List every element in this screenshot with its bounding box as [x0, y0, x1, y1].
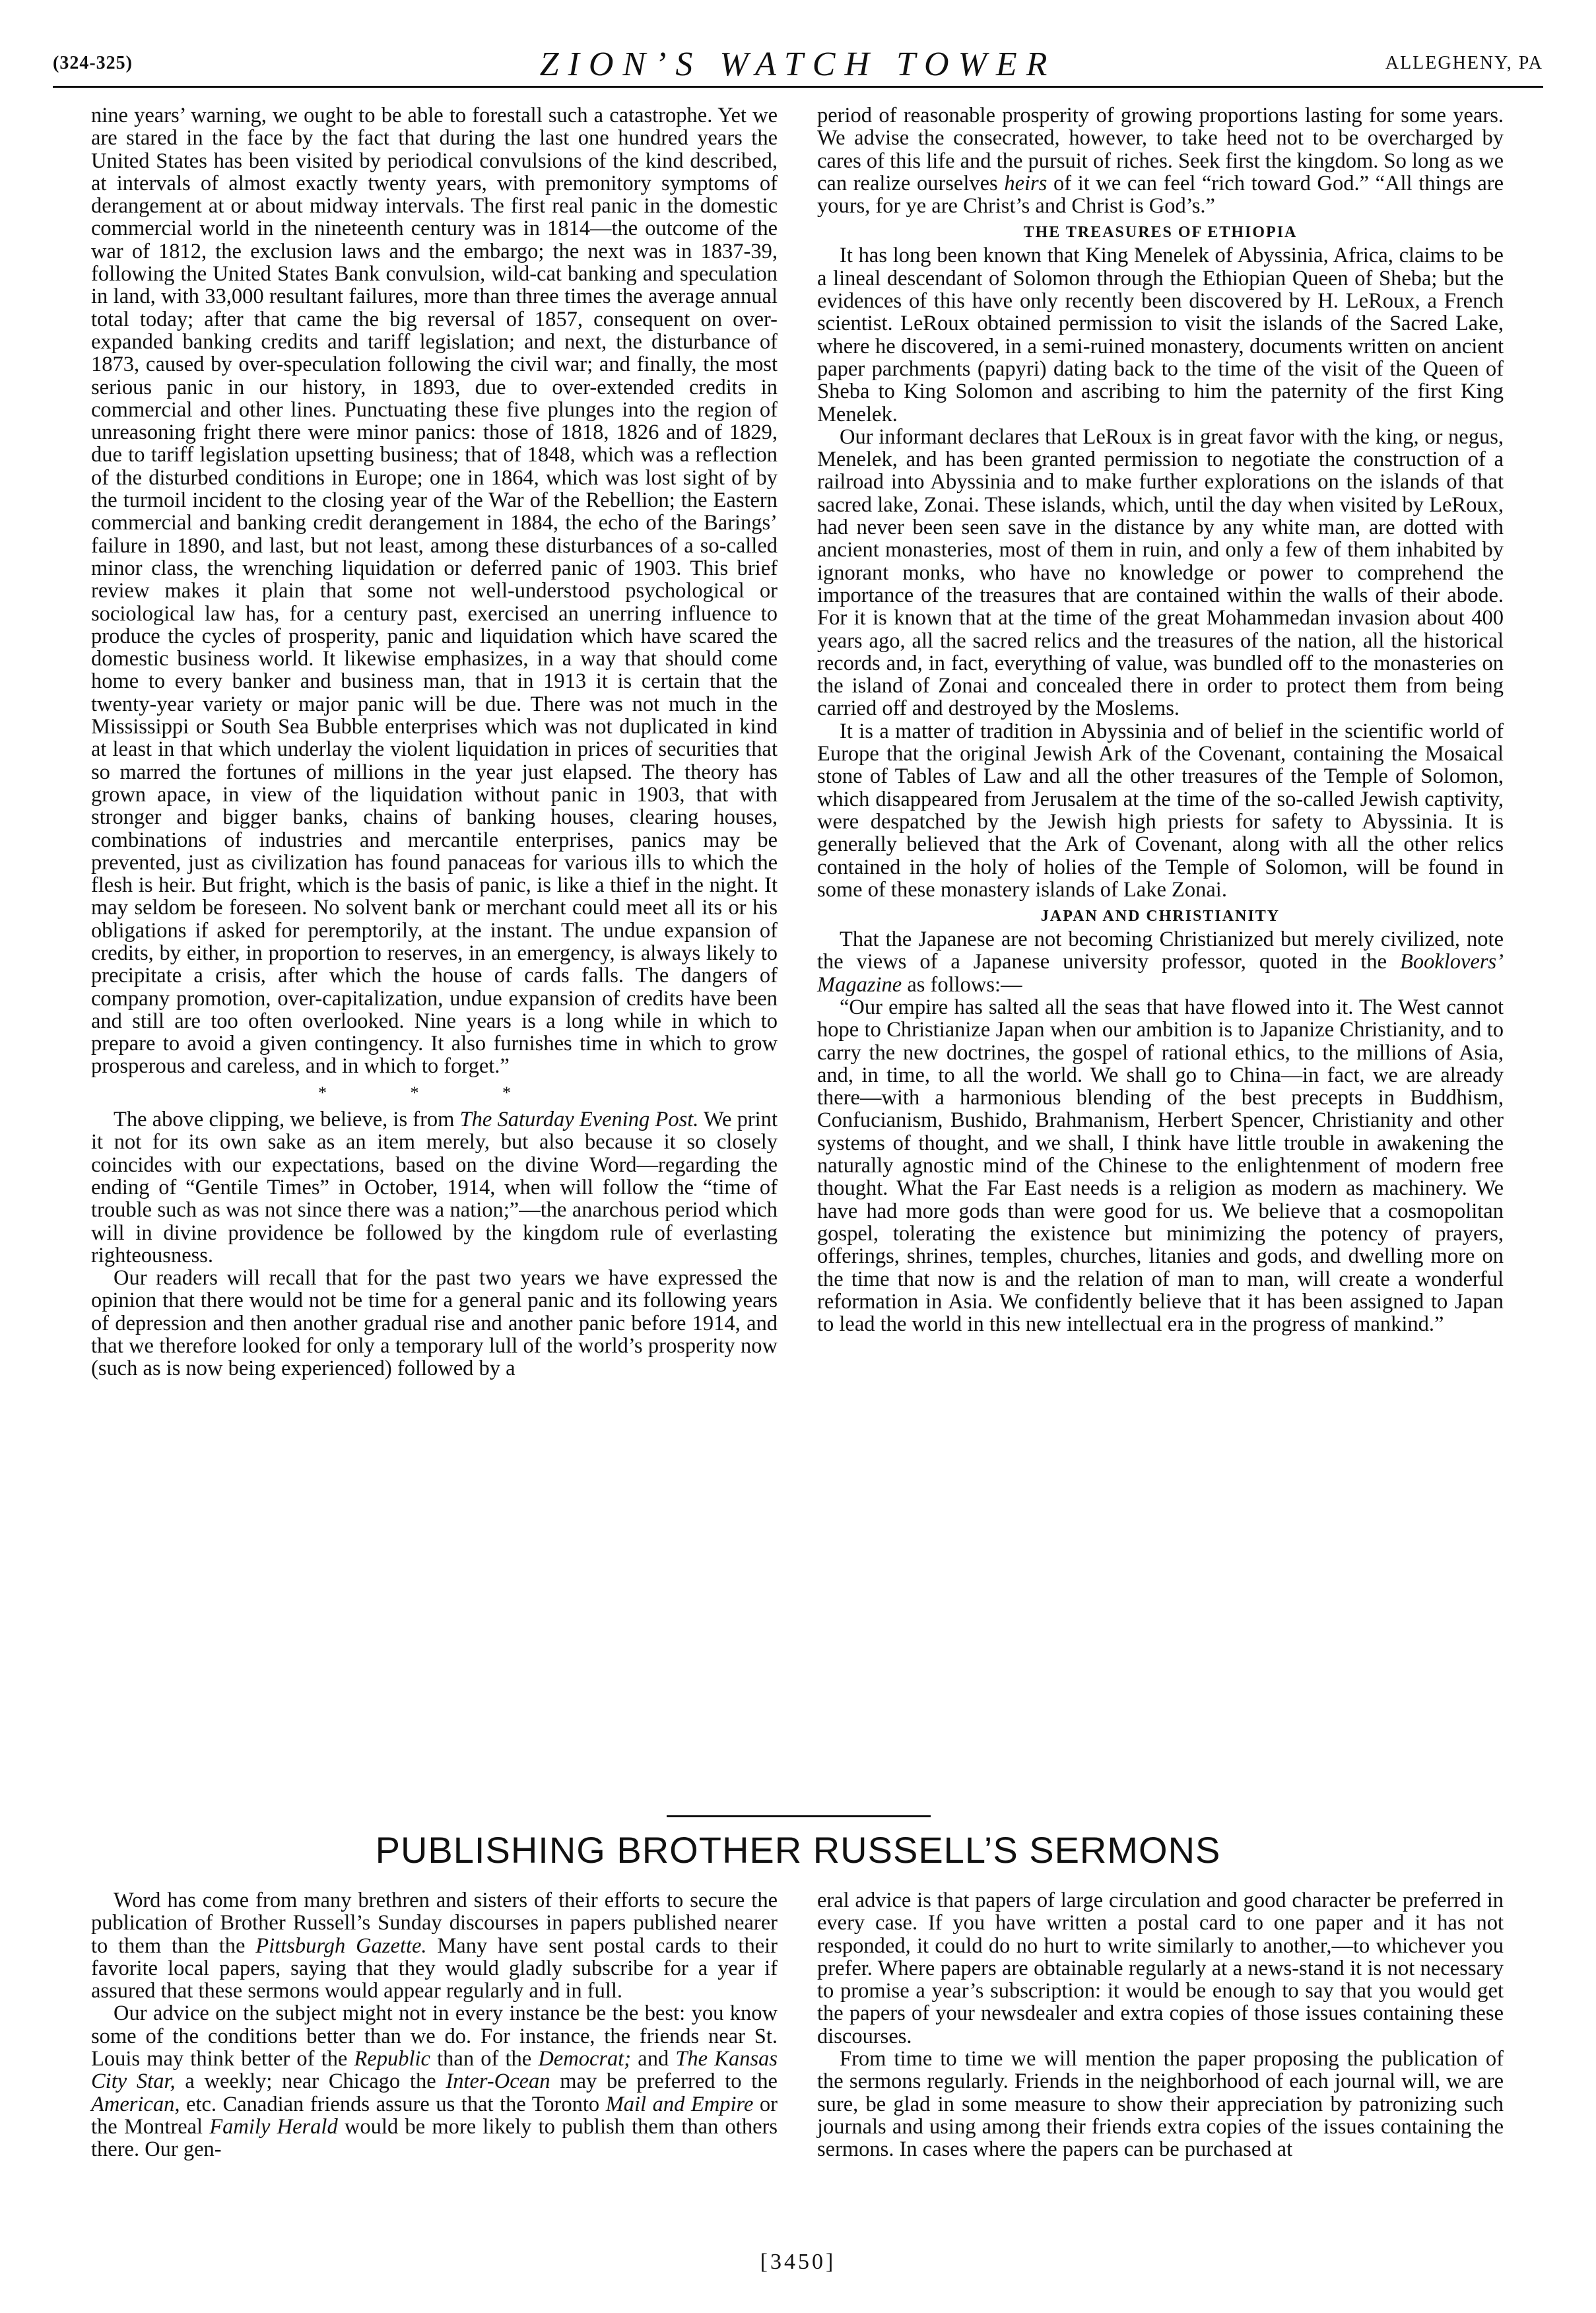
publication-name: The Kansas City Star,	[91, 2047, 778, 2094]
paragraph: “Our empire has salted all the seas that have flowed into it. The West cannot hope to Christianize Japan when our ambition is to Japanize Christianity, and to carry the new doctrines, the gospel of rational ethics, to the millions of Asia, and, in time, to all the world. We shall go to China—in fact, we are already there—with a harmonious blending of the best precepts in Buddhism, Confucianism, Bushido, Brahmanism, Herbert Spencer, Christianity and other systems of thought, and we shall, I think have little trouble in awakening the naturally agnostic mind of the Chinese to the enlightenment of modern free thought. What the Far East needs is a religion as modern as machinery. We have had more gods than were good for us. We believe that a cosmopolitan gospel, tolerating the existence but minimizing the potency of prayers, offerings, shrines, temples, churches, litanies and gods, and dwelling more on the time that now is and the relation of man to man, will create a wonderful reformation in Asia. We confidently believe that it has been assigned to Japan to lead the world in this new intellectual era in the progress of mankind.”	[817, 995, 1504, 1337]
publication-name: Pittsburgh Gazette.	[255, 1933, 427, 1958]
paragraph: Word has come from many brethren and sisters of their efforts to secure the publication of Brother Russell’s Sunday discourses in papers published nearer to them than the Pittsburgh Gazette. Many have sent postal cards to their favorite local papers, saying that they would gladly subscribe for a year if assured that these sermons would appear regularly and in full.	[91, 1889, 778, 2003]
right-column	[817, 104, 1504, 1335]
section-title: PUBLISHING BROTHER RUSSELL’S SERMONS	[375, 1829, 1221, 1871]
bottom-left-column	[91, 1889, 778, 2161]
paragraph: It is a matter of tradition in Abyssinia and of belief in the scientific world of Europe that the original Jewish Ark of the Covenant, containing the Mosaical stone of Tables of Law and all the other treasures of the Temple of Solomon, which disappeared from Jerusalem at the time of the so-called Jewish captivity, were despatched by the Jewish high priests for safety to Abyssinia. It is generally believed that the Ark of Covenant, along with all the other relics contained in the holy of holies of the Temple of Solomon, will be found in some of these monastery islands of Lake Zonai.	[817, 719, 1504, 902]
paragraph: From time to time we will mention the paper proposing the publication of the sermons regularly. Friends in the neighborhood of each journal will, we are sure, be glad in some measure to show their appreciation by patronizing such journals and using among their friends extra copies of the issues containing the sermons. In cases where the papers can be purchased at	[817, 2047, 1504, 2162]
publication-name: American,	[91, 2092, 180, 2116]
place-name: ALLEGHENY, PA	[1385, 53, 1543, 73]
page-number: [3450]	[760, 2250, 836, 2274]
running-header	[53, 46, 1543, 88]
left-column	[91, 104, 778, 1380]
paragraph: That the Japanese are not becoming Christianized but merely civilized, note the views of a Japanese university professor, quoted in the Booklovers’ Magazine as follows:—	[817, 927, 1504, 997]
paragraph: nine years’ warning, we ought to be able to forestall such a catastrophe. Yet we are stared in the face by the fact that during the last one hundred years the United States has been visited by periodical convulsions of the kind described, at intervals of almost exactly twenty years, with premonitory symptoms of derangement at or about midway intervals. The first real panic in the domestic commercial world in the nineteenth century was in 1814—the outcome of the war of 1812, the exclusion laws and the embargo; the next was in 1837-39, following the United States Bank convulsion, wild-cat banking and speculation in land, with 33,000 resultant failures, more than three times the average annual total today; after that came the big reversal of 1857, consequent on over-expanded banking credits and tariff legislation; and next, the disturbance of 1873, caused by over-speculation following the civil war; and finally, the most serious panic in our history, in 1893, due to over-extended credits in commercial and other lines. Punctuating these five plunges into the region of unreasoning fright there were minor panics: those of 1818, 1826 and of 1829, due to tariff legislation upsetting business; that of 1848, which was a reflection of the disturbed conditions in Europe; one in 1864, which was lost sight of by the turmoil incident to the closing year of the War of the Rebellion; the Eastern commercial and banking credit derangement in 1884, the echo of the Barings’ failure in 1890, and last, but not least, among these disturbances of a so-called minor class, the wrenching liquidation or deferred panic of 1903. This brief review makes it plain that some not well-understood psychological or sociological law has, for a century past, exercised an unerring influence to produce the cycles of prosperity, panic and liquidation which have scared the domestic business world. It likewise emphasizes, in a way that should come home to every banker and business man, that in 1913 it is certain that the twenty-year variety or major panic will be due. There was not much in the Mississippi or South Sea Bubble enterprises which was not duplicated in kind at least in that which underlay the violent liquidation in prices of securities that so marred the fortunes of millions in the year just elapsed. The theory has grown apace, in view of the liquidation without panic in 1903, that with stronger and bigger banks, chains of banking houses, clearing houses, combinations of industries and mercantile enterprises, panics may be prevented, just as civilization has found panaceas for various ills to which the flesh is heir. But fright, which is the basis of panic, is like a thief in the night. It may seldom be foreseen. No solvent bank or merchant could meet all its or his obligations if asked for peremptorily, at the instant. The undue expansion of credits, by either, in proportion to reserves, in an emergency, is always likely to precipitate a crisis, after which the house of cards falls. The dangers of company promotion, over-capitalization, undue expansion of credits have been and still are too often overlooked. Nine years is a long while in which to prepare to avoid a given contingency. It also furnishes time in which to grow prosperous and careless, and in which to forget.”	[91, 104, 778, 1079]
paragraph: The above clipping, we believe, is from The Saturday Evening Post. We print it not for its own sake as an item merely, but also because it so closely coincides with our expectations, based on the divine Word—regarding the ending of “Gentile Times” in October, 1914, when will follow the “time of trouble such as was not since there was a nation;”—the anarchous period which will in divine providence be followed by the kingdom rule of everlasting righteousness.	[91, 1108, 778, 1267]
publication-name: Booklovers’ Magazine	[817, 950, 1504, 997]
section-break-stars: * * *	[318, 1083, 550, 1102]
paragraph: Our informant declares that LeRoux is in great favor with the king, or negus, Menelek, and has been granted permission to negotiate the construction of a railroad into Abyssinia and to make further explorations on the islands of that sacred lake, Zonai. These islands, which, until the day when visited by LeRoux, had never been seen save in the distance by any white man, are dotted with ancient monasteries, most of them in ruin, and only a few of them inhabited by ignorant monks, who have no knowledge or power to comprehend the importance of the treasures that are contained within the walls of their abode. For it is known that at the time of the great Mohammedan invasion about 400 years ago, all the sacred relics and the treasures of the nation, all the historical records and, in fact, everything of value, was bundled off to the monasteries on the island of Zonai and concealed there in order to protect them from being carried off and destroyed by the Moslems.	[817, 424, 1504, 721]
heading-japan-and-christianity: JAPAN AND CHRISTIANITY	[1040, 908, 1280, 925]
publication-name: The Saturday Evening Post.	[459, 1108, 699, 1132]
heading-treasures-of-ethiopia: THE TREASURES OF ETHIOPIA	[1023, 224, 1298, 242]
paragraph: period of reasonable prosperity of growing proportions lasting for some years. We advise the consecrated, however, to take heed not to be overcharged by cares of this life and the pursuit of riches. Seek first the kingdom. So long as we can realize ourselves heirs of it we can feel “rich toward God.” “All things are yours, for ye are Christ’s and Christ is God’s.”	[817, 104, 1504, 218]
publication-name: Democrat;	[538, 2047, 632, 2071]
journal-title: ZION’S WATCH TOWER	[539, 46, 1057, 83]
bottom-right-column	[817, 1889, 1504, 2161]
emphasis: heirs	[1004, 171, 1047, 195]
paragraph: It has long been known that King Menelek of Abyssinia, Africa, claims to be a lineal descendant of Solomon through the Ethiopian Queen of Sheba; but the evidences of this have only recently been discovered by H. LeRoux, a French scientist. LeRoux obtained permission to visit the islands of the Sacred Lake, where he discovered, in a semi-ruined monastery, documents written on ancient paper parchments (papyri) dating back to the time of the visit of the Queen of Sheba to King Solomon and ascribing to him the paternity of the first King Menelek.	[817, 244, 1504, 426]
publication-name: Inter-Ocean	[446, 2069, 550, 2094]
paragraph: Our advice on the subject might not in every instance be the best: you know some of the conditions better than we do. For instance, the friends near St. Louis may think better of the Republic than of the Democrat; and The Kansas City Star, a weekly; near Chicago the Inter-Ocean may be preferred to the American, etc. Canadian friends assure us that the Toronto Mail and Empire or the Montreal Family Herald would be more likely to publish them than others there. Our gen-	[91, 2001, 778, 2162]
publication-name: Republic	[354, 2047, 430, 2071]
publication-name: Family Herald	[209, 2114, 338, 2139]
divider-rule	[667, 1815, 931, 1817]
publication-name: Mail and Empire	[605, 2092, 754, 2116]
paragraph: Our readers will recall that for the past two years we have expressed the opinion that there would not be time for a general panic and its following years of depression and then another gradual rise and another panic before 1914, and that we therefore looked for only a temporary lull of the world’s prosperity now (such as is now being experienced) followed by a	[91, 1266, 778, 1381]
paragraph: eral advice is that papers of large circulation and good character be preferred in every case. If you have written a postal card to one paper and it has not responded, it could do no hurt to write similarly to another,—to whichever you prefer. Where papers are obtainable regularly at a news-stand it is not necessary to promise a year’s subscription: it would be enough to say that you would get the papers of your newsdealer and extra copies of those issues containing these discourses.	[817, 1889, 1504, 2048]
page-range: (324-325)	[53, 53, 133, 73]
